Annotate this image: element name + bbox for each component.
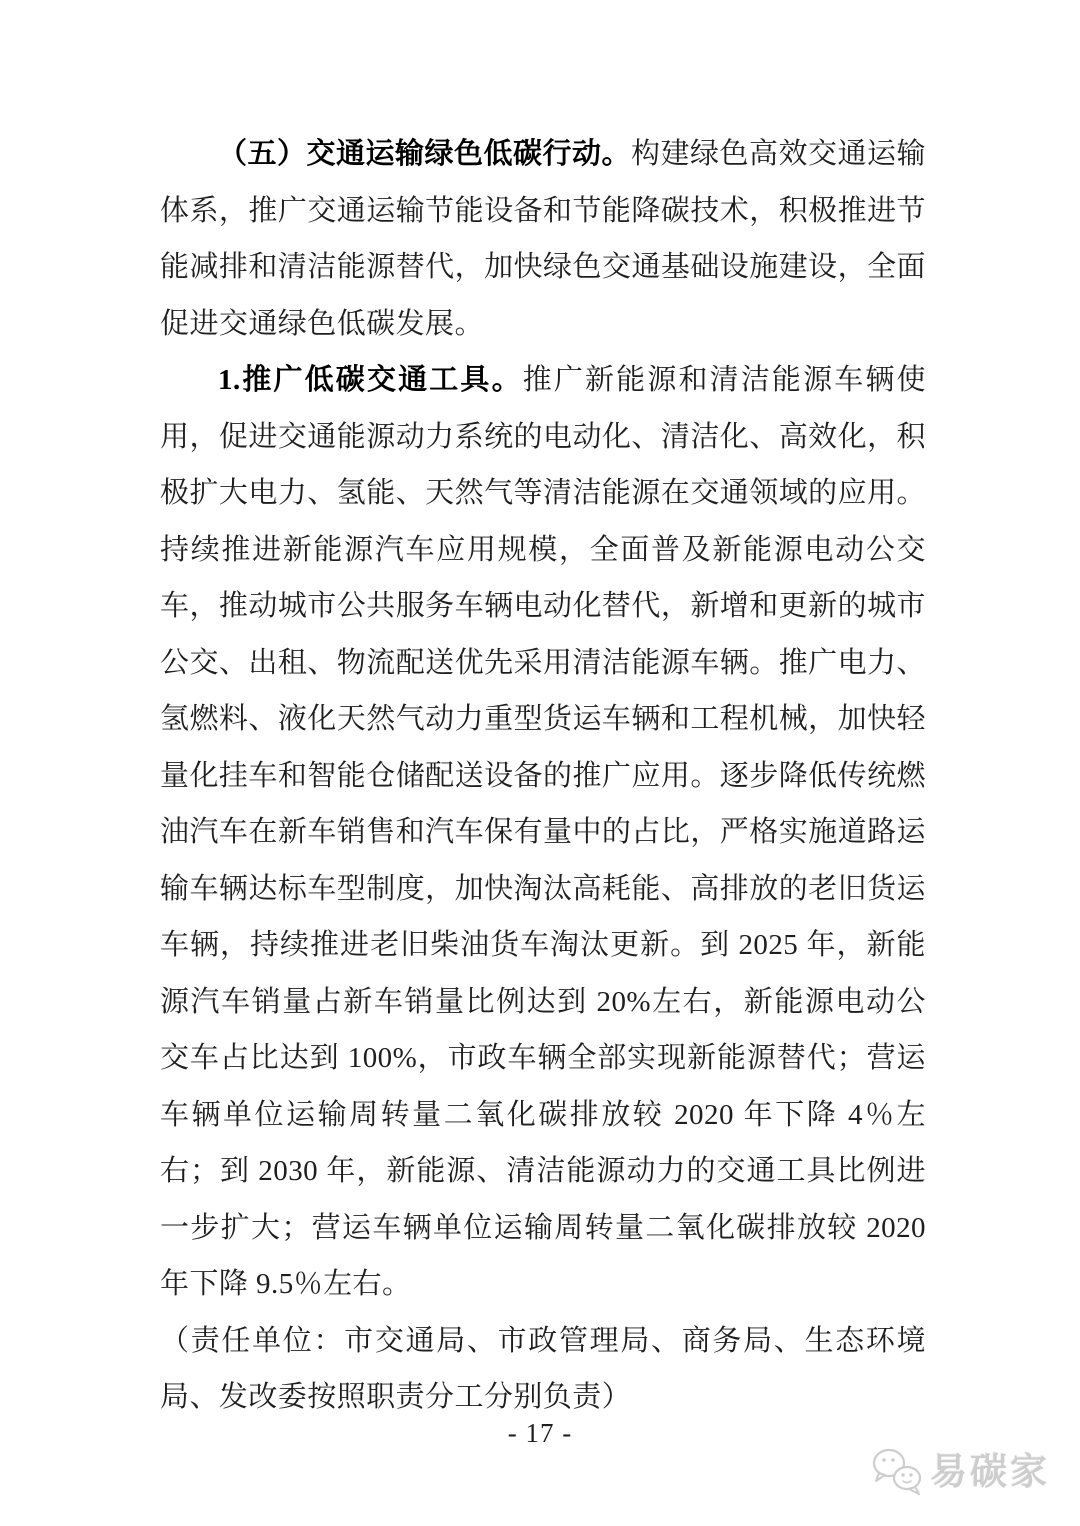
paragraph-lead-bold: 1.推广低碳交通工具。: [218, 364, 523, 396]
wechat-chat-bubbles-icon: [872, 1448, 924, 1496]
paragraph: [160, 1313, 926, 1426]
paragraph: [160, 126, 926, 352]
watermark: [872, 1448, 1050, 1496]
document-body: [160, 126, 926, 1426]
paragraph-text: 构建绿色高效交通运输体系，推广交通运输节能设备和节能降碳技术，积极推进节能减排和清洁能源替代，加快绿色交通基础设施建设，全面促进交通绿色低碳发展。: [160, 138, 926, 340]
paragraph-text: （责任单位：市交通局、市政管理局、商务局、生态环境局、发改委按照职责分工分别负责）: [160, 1324, 926, 1413]
paragraph: [160, 352, 926, 1313]
page-number: - 17 -: [507, 1418, 573, 1448]
watermark-text: 易碳家: [930, 1451, 1050, 1493]
paragraph-text: 推广新能源和清洁能源车辆使用，促进交通能源动力系统的电动化、清洁化、高效化，积极扩大电力、氢能、天然气等清洁能源在交通领域的应用。持续推进新能源汽车应用规模，全面普及新能源电动公交车，推动城市公共服务车辆电动化替代，新增和更新的城市公交、出租、物流配送优先采用清洁能源车辆。推广电力、氢燃料、液化天然气动力重型货运车辆和工程机械，加快轻量化挂车和智能仓储配送设备的推广应用。逐步降低传统燃油汽车在新车销售和汽车保有量中的占比，严格实施道路运输车辆达标车型制度，加快淘汰高耗能、高排放的老旧货运车辆，持续推进老旧柴油货车淘汰更新。到 2025 年，新能源汽车销量占新车销量比例达到 20%左右，新能源电动公交车占比达到 100%，市政车辆全部实现新能源替代；营运车辆单位运输周转量二氧化碳排放较 2020 年下降 4％左右；到 2030 年，新能源、清洁能源动力的交通工具比例进一步扩大；营运车辆单位运输周转量二氧化碳排放较 2020 年下降 9.5％左右。: [160, 364, 926, 1300]
paragraph-lead-bold: （五）交通运输绿色低碳行动。: [218, 138, 632, 170]
